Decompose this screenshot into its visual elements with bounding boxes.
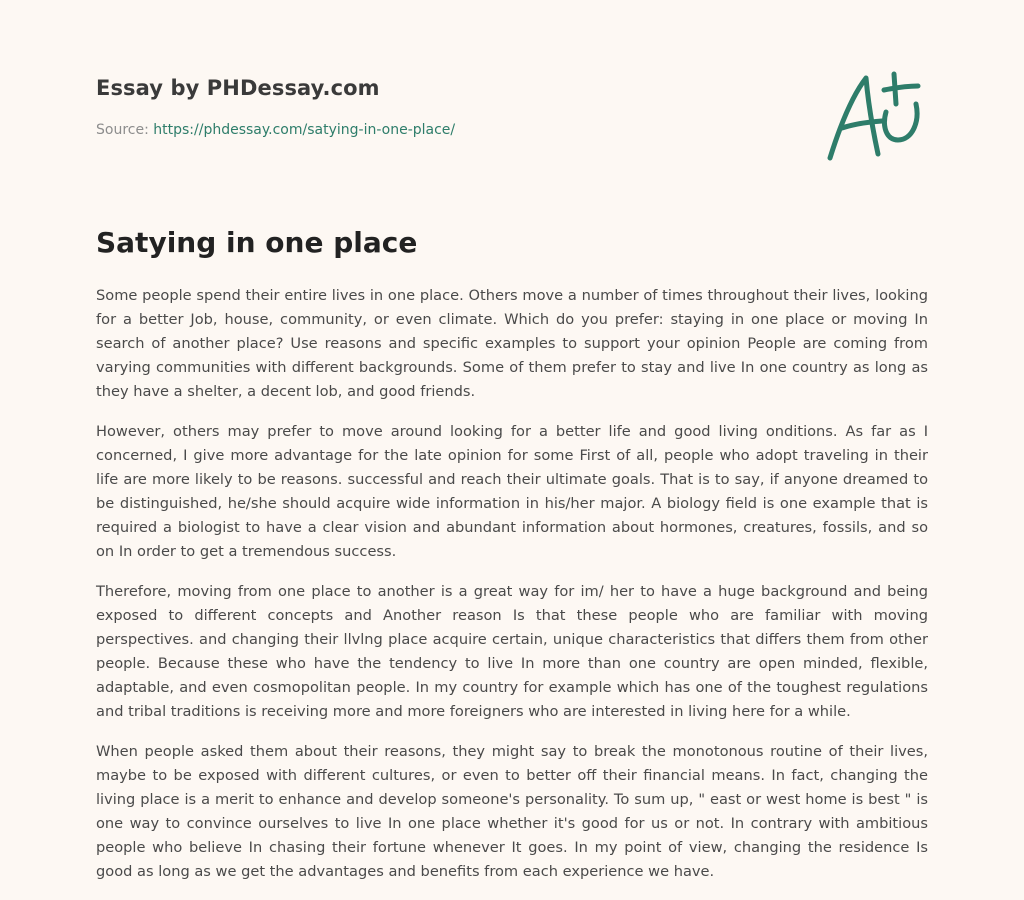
essay-paragraph: When people asked them about their reasons, they might say to break the monotonous routine of their lives, maybe to be exposed with different cultures, or even to better off their financial means. In fact, changing the living place is a merit to enhance and develop someone's personality. To sum up, " east or west home is best " is one way to convince ourselves to live In one place whether it's good for us or not. In contrary with ambitious people who believe In chasing their fortune whenever It goes. In my point of view, changing the residence Is good as long as we get the advantages and benefits from each experience we have.	[96, 743, 928, 880]
essay-paragraph: Some people spend their entire lives in one place. Others move a number of times throughout their lives, looking for a better Job, house, community, or even climate. Which do you prefer: staying in one place or moving In search of another place? Use reasons and specific examples to support your opinion People are coming from varying communities with different backgrounds. Some of them prefer to stay and live In one country as long as they have a shelter, a decent lob, and good friends.	[96, 287, 928, 400]
essay-header	[96, 76, 928, 138]
source-link[interactable]: https://phdessay.com/satying-in-one-place/	[153, 122, 456, 138]
essay-title: Satying in one place	[96, 226, 418, 259]
essay-paragraph: However, others may prefer to move around looking for a better life and good living onditions. As far as I concerned, I give more advantage for the late opinion for some First of all, people who adopt traveling in their life are more likely to be reasons. successful and reach their ultimate goals. That is to say, if anyone dreamed to be distinguished, he/she should acquire wide information in his/her major. A biology field is one example that is required a biologist to have a clear vision and abundant information about hormones, creatures, fossils, and so on In order to get a tremendous success.	[96, 423, 928, 560]
a-plus-grade-icon	[820, 66, 930, 166]
source-label: Source:	[96, 122, 149, 138]
source-line	[96, 122, 928, 138]
essay-body	[96, 284, 928, 900]
essay-paragraph: Therefore, moving from one place to another is a great way for im/ her to have a huge background and being exposed to different concepts and Another reason Is that these people who are familiar with moving perspectives. and changing their llvlng place acquire certain, unique characteristics that differs them from other people. Because these who have the tendency to live In more than one country are open minded, flexible, adaptable, and even cosmopolitan people. In my country for example which has one of the toughest regulations and tribal traditions is receiving more and more foreigners who are interested in living here for a while.	[96, 583, 928, 720]
site-brand: Essay by PHDessay.com	[96, 76, 380, 100]
